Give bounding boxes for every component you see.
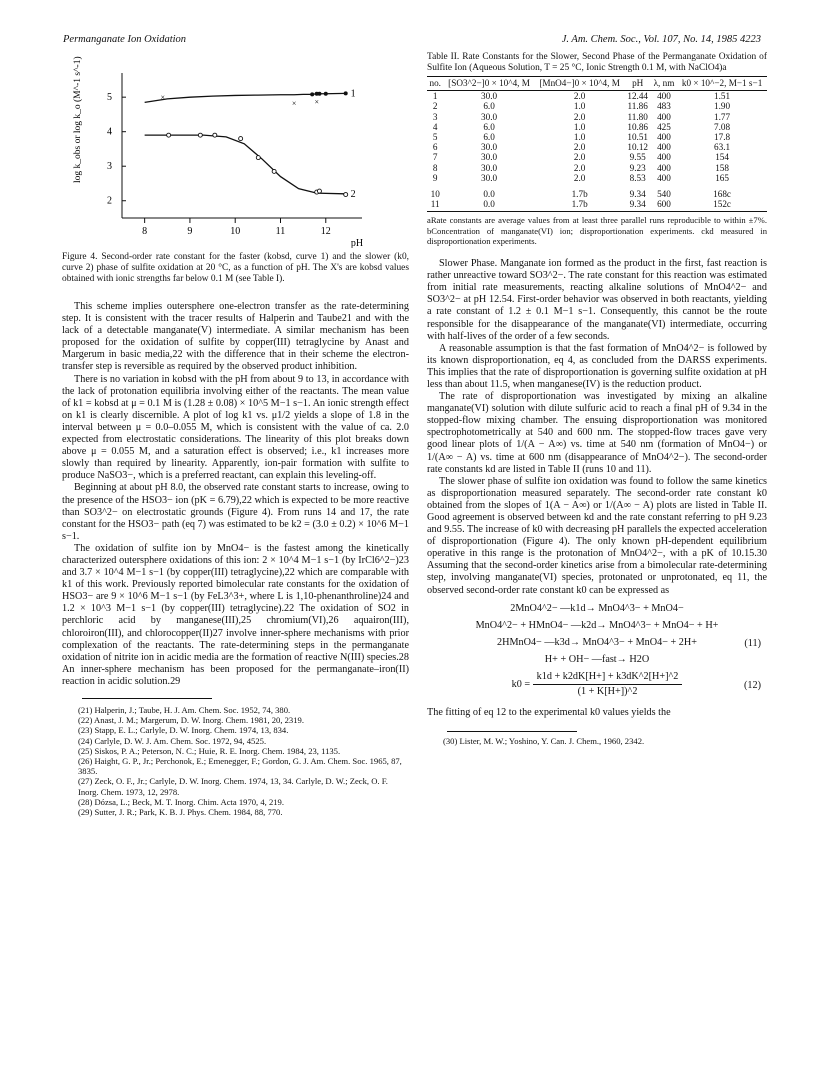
table-cell: 8 (432, 162, 438, 173)
curve-2-point (272, 169, 276, 173)
table-cell: 6.0 (483, 101, 495, 112)
equation-number: (11) (744, 637, 761, 649)
table-cell: 5 (432, 132, 438, 143)
y-tick-label: 5 (107, 92, 112, 104)
table-cell: 11 (427, 199, 443, 212)
table-header-cell: no. (427, 77, 443, 91)
table-row (427, 91, 767, 102)
table-cell: 400 (657, 162, 671, 173)
table-cell: 3 (432, 111, 438, 122)
table-cell: 1.77 (714, 111, 731, 122)
equation-12-denominator: (1 + K[H+])^2 (577, 685, 638, 697)
table-cell: 10.12 (627, 142, 649, 153)
table-row (427, 163, 767, 173)
left-para-4: The oxidation of sulfite ion by MnO4− is the fastest among the kinetically characterized outersphere oxidations of this ion: 2 × 10^4 M−1 s−1 (by IrCl6^2−)23 and 3.7 × 10^4 M−1 s−1 (by copper(III) tetraglycine),22 which are comparable with k1 of this work. Previously reported bimolecular rate constants for the oxidation of HSO3− are 9 × 10^6 M−1 s−1 (by FeL3^3+, where L is 1,10-phenanthroline)24 and 1.2 × 10^3 M−1 s−1 (by copper(III) tetraglycine).22 The oxidation of SO2 in perchloric acid by manganese(III),25 chromium(VI),26 aquairon(III), chloroiron(III), and chlorocopper(II)27 involve inner-sphere mechanisms with prior complexation of the reactants. The rate-determining steps in the permanganate oxidation of nitrite ion in acidic media are the formation of reactive N(III) species.28 An inner-sphere mechanism has been proposed for the permanganate–iron(II) reaction in acidic solution.29 (62, 542, 409, 687)
table-row (427, 142, 767, 152)
curve-1-point (317, 92, 321, 96)
equation-12-lhs: k0 = (511, 678, 531, 690)
table-cell: 2.0 (573, 152, 586, 163)
equation-number: (12) (744, 679, 761, 691)
table-cell: 1.7b (535, 199, 625, 212)
table-cell: 30.0 (481, 142, 498, 153)
y-tick-label: 3 (107, 161, 112, 173)
table-cell: 158 (715, 162, 729, 173)
table-cell: 1.51 (714, 91, 731, 102)
table-ii-title: Table II. Rate Constants for the Slower, Second Phase of the Permanganate Oxidation of Sulfite Ion (Aqueous Solution, T = 25 °C, Ionic Strength 0.1 M, with NaClO4)a (427, 52, 767, 73)
right-para-1: Slower Phase. Manganate ion formed as the product in the first, fast reaction is rather unreactive toward SO3^2−. The rate constant for this reaction was estimated from initial rate measurements, reacting alkaline solutions of MnO4^2− and SO3^2− at pH 12.54. First-order behavior was observed in both reactants, yielding a rate constant of 1.2 ± 0.1 M−1 s−1. Consequently, this cannot be the route responsible for the disappearance of the manganate(VI) intermediate, occurring with half-lives of the order of a few seconds. (427, 258, 767, 342)
footnote: (27) Zeck, O. F., Jr.; Carlyle, D. W. Inorg. Chem. 1974, 13, 34. Carlyle, D. W.; Zeck, O. F. Inorg. Chem. 1973, 12, 2978. (78, 776, 388, 797)
left-column (62, 48, 409, 817)
table-cell: 17.8 (714, 132, 731, 143)
table-cell: 600 (651, 199, 677, 212)
equation-12-numerator: k1d + k2dK[H+] + k3dK^2[H+]^2 (533, 671, 683, 685)
x-tick-label: 10 (230, 226, 241, 237)
table-cell: 425 (657, 121, 671, 132)
table-row (427, 101, 767, 111)
table-cell: 7.08 (714, 121, 731, 132)
table-cell: 2.0 (573, 111, 586, 122)
table-cell: 6.0 (483, 121, 495, 132)
table-cell: 30.0 (481, 152, 498, 163)
table-cell: 0.0 (443, 199, 534, 212)
curve-2-point (198, 133, 202, 137)
table-cell: 1.0 (573, 121, 586, 132)
right-column (427, 48, 767, 746)
table-cell: 165 (715, 172, 729, 183)
table-header-cell: pH (625, 77, 651, 91)
curve-1-point (324, 92, 328, 96)
x-axis-label: pH (350, 238, 364, 248)
right-para-tail: The fitting of eq 12 to the experimental k0 values yields the (427, 706, 671, 718)
table-cell: 1.0 (573, 101, 586, 112)
left-para-2: There is no variation in kobsd with the pH from about 9 to 13, in accordance with the lack of protonation equilibria involving either of the reactants. The mean value of k1 = kobsd at μ = 0.1 M is (1.28 ± 0.08) × 10^5 M−1 s−1. An ionic strength effect on k1 is clearly discernible. A plot of log k1 vs. μ1/2 yields a slope of 1.8 in the interval between μ = 0.0–0.055 M, which is consistent with the value of ca. 2.0 expected from electrostatic considerations. The linearity of this plot breaks down above μ = 0.055 M, and a saturation effect is observed; i.e., k1 increases more slowly than required by linearity. Apparently, ion-pair formation with sulfite to produce NaSO3−, which is a preferred reactant, can explain this leveling-off. (62, 373, 409, 482)
table-cell: 2.0 (573, 91, 586, 102)
right-para-3: The rate of disproportionation was investigated by mixing an alkaline manganate(VI) solution with dilute sulfuric acid to reach a final pH of 9.34 in the stopped-flow mixing chamber. The ensuing disproportionation was monitored spectrophotometrically at 540 and 600 nm. The stopped-flow traces gave very good linear plots of 1/(A − A∞) vs. time at 540 nm (formation of MnO4−) or 1/(A∞ − A) vs. time at 600 nm (disappearance of MnO4^2−). The second-order rate constants kd are listed in Table II (runs 10 and 11). (427, 391, 767, 475)
table-cell: 9 (432, 172, 438, 183)
table-cell: 400 (657, 132, 671, 143)
table-row (427, 122, 767, 132)
equation-block (427, 603, 767, 701)
x-tick-label: 11 (275, 226, 286, 237)
figure-4-caption: Figure 4. Second-order rate constant for the faster (kobsd, curve 1) and the slower (k0, curve 2) phase of sulfite oxidation at 20 °C, as a function of pH. The X's are kobsd values obtained with ionic strengths far below 0.1 M (see Table I). (62, 252, 409, 284)
right-para-2: A reasonable assumption is that the fast formation of MnO4^2− is followed by its known disproportionation, eq 4, as concluded from the DARSS experiments. This implies that the rate of disproportionation is governing sulfite oxidation at pH less than about 11.5, when manganese(IV) is the reduction product. (427, 342, 767, 390)
table-cell: 6 (432, 142, 438, 153)
equation-4: H+ + OH− —fast→ H2O (544, 653, 650, 665)
table-ii (427, 76, 767, 212)
footnote: (21) Halperin, J.; Taube, H. J. Am. Chem. Soc. 1952, 74, 380. (78, 705, 291, 715)
table-cell: 30.0 (481, 91, 498, 102)
curve-2-point (344, 193, 348, 197)
left-para-3: Beginning at about pH 8.0, the observed rate constant starts to increase, owing to the presence of the HSO3− ion (pK = 6.79),22 which is expected to be more reactive than SO3^2− on electrostatic grounds (Figure 4). From runs 14 and 17, the rate constant for the HSO3− path (eq 7) was estimated to be k2 = (3.0 ± 0.2) × 10^6 M−1 s−1. (62, 482, 409, 542)
running-header-right: J. Am. Chem. Soc., Vol. 107, No. 14, 1985 4223 (561, 34, 761, 45)
curve-2-point (213, 133, 217, 137)
figure-4 (62, 48, 409, 248)
footnote: (28) Dózsa, L.; Beck, M. T. Inorg. Chim. Acta 1970, 4, 219. (78, 796, 284, 807)
footnote: (24) Carlyle, D. W. J. Am. Chem. Soc. 1972, 94, 4525. (78, 735, 267, 746)
table-row (427, 112, 767, 122)
table-header-cell: k0 × 10^−2, M−1 s−1 (677, 77, 767, 91)
equation-1: 2MnO4^2− —k1d→ MnO4^3− + MnO4− (510, 602, 684, 614)
footnote: (22) Anast, J. M.; Margerum, D. W. Inorg. Chem. 1981, 20, 2319. (78, 715, 304, 726)
left-para-1: This scheme implies outersphere one-electron transfer as the rate-determining step. It is consistent with the tracer results of Halperin and Taube21 and with the lack of a detectable manganate(V) intermediate. A similar mechanism has been proposed for the oxidation of sulfite by copper(III) tetraglycine by Anast and Margerum in basic media,22 with the difference that in their scheme the electron-transfer step is reversible as required by the observed product inhibition. (62, 301, 409, 373)
table-cell: 540 (657, 189, 671, 200)
table-cell: 30.0 (481, 111, 498, 122)
running-header-left: Permanganate Ion Oxidation (63, 34, 187, 45)
table-cell: 10 (430, 189, 440, 200)
table-cell: 2.0 (573, 162, 586, 173)
table-cell: 400 (657, 152, 671, 163)
footnote-rule (447, 731, 577, 732)
curve-2-point (167, 133, 171, 137)
x-marker: × (291, 99, 297, 109)
curve-2-point (256, 156, 260, 160)
footnote-rule (82, 698, 212, 699)
table-ii-note: aRate constants are average values from at least three parallel runs reproducible to within ±7%. bConcentration of manganate(VI) ion; disproportionation experiments. ckd measured in disproportionation experiments. (427, 215, 767, 246)
x-tick-label: 8 (142, 226, 148, 237)
table-cell: 2 (432, 101, 438, 112)
table-cell: 154 (715, 152, 729, 163)
footnote: (26) Haight, G. P., Jr.; Perchonok, E.; Emenegger, F.; Gordon, G. J. Am. Chem. Soc. 1965, 87, 3835. (78, 756, 402, 777)
table-header-cell: λ, nm (651, 77, 677, 91)
table-cell: 1.90 (714, 101, 731, 112)
equation-3: 2HMnO4− —k3d→ MnO4^3− + MnO4− + 2H+ (497, 636, 697, 648)
table-cell: 9.55 (629, 152, 646, 163)
table-cell: 9.34 (629, 189, 646, 200)
table-cell: 1.0 (573, 132, 586, 143)
curve-2-label: 2 (350, 188, 356, 200)
curve-1-point (344, 91, 348, 95)
footnote: (29) Sutter, J. R.; Park, K. B. J. Phys. Chem. 1984, 88, 770. (78, 807, 283, 818)
table-cell: 0.0 (483, 189, 495, 200)
table-cell: 9.34 (625, 199, 651, 212)
table-cell: 10.86 (627, 121, 649, 132)
table-cell: 12.44 (627, 91, 649, 102)
curve-2-point (239, 137, 243, 141)
table-header-row (427, 77, 767, 91)
table-cell: 1 (432, 91, 438, 102)
table-body (427, 91, 767, 212)
figure-4-chart (62, 48, 409, 248)
table-cell: 152c (677, 199, 767, 212)
x-marker: × (160, 93, 166, 103)
table-cell: 63.1 (714, 142, 731, 153)
table-cell: 483 (657, 101, 671, 112)
x-tick-label: 12 (320, 226, 331, 237)
table-cell: 11.86 (627, 101, 648, 112)
curve-1-point (310, 92, 314, 96)
table-cell: 30.0 (481, 162, 498, 173)
table-cell: 11.80 (627, 111, 648, 122)
table-cell: 168c (713, 189, 731, 200)
chart-ylabel: log k_obs or log k_o (M^-1 s^-1) (73, 56, 83, 183)
table-cell: 8.53 (629, 172, 646, 183)
table-row (427, 183, 767, 199)
table-cell: 2.0 (573, 172, 586, 183)
table-row (427, 199, 767, 212)
curve-1-label: 1 (350, 88, 356, 100)
equation-2: MnO4^2− + HMnO4− —k2d→ MnO4^3− + MnO4− + H+ (475, 619, 719, 631)
footnote: (30) Lister, M. W.; Yoshino, Y. Can. J. Chem., 1960, 2342. (443, 735, 645, 746)
footnote: (23) Stapp, E. L.; Carlyle, D. W. Inorg. Chem. 1974, 13, 834. (78, 725, 289, 736)
table-cell: 400 (657, 91, 671, 102)
table-cell: 400 (657, 142, 671, 153)
table-row (427, 132, 767, 142)
table-row (427, 173, 767, 183)
table-cell: 6.0 (483, 132, 495, 143)
curve-2-line (145, 135, 344, 194)
footnote: (25) Siskos, P. A.; Peterson, N. C.; Huie, R. E. Inorg. Chem. 1984, 23, 1135. (78, 745, 341, 756)
table-cell: 9.23 (629, 162, 646, 173)
y-tick-label: 2 (107, 195, 112, 207)
table-cell: 2.0 (573, 142, 586, 153)
equation-12-fraction (533, 671, 683, 698)
right-para-4: The slower phase of sulfite ion oxidation was found to follow the same kinetics as disproportionation measured separately. The second-order rate constant k0 obtained from the slopes of 1(A − A∞) or 1/(A∞ − A) plots are listed in Table II. Good agreement is observed between kd and the rate constant referring to pH 9.23 and 9.55. The increase of k0 with decreasing pH parallels the expected acceleration of disproportionation (Figure 4). The only known pH-dependent equilibrium operative in this range is the protonation of MnO4^2−, with a pK of 10.15.30 Assuming that the second-order kinetics arise from a bimolecular rate-determining step, involving manganate(VI) species, protonated or unprotonated, eq 11, the observed second-order rate constant k0 can be expressed as (427, 475, 767, 596)
y-tick-label: 4 (107, 126, 112, 138)
x-tick-label: 9 (187, 226, 193, 237)
table-header-cell: [MnO4−]0 × 10^4, M (535, 77, 625, 91)
table-cell: 400 (657, 111, 671, 122)
curve-2-point (317, 189, 321, 193)
table-row (427, 152, 767, 162)
table-cell: 10.51 (627, 132, 649, 143)
table-header-cell: [SO3^2−]0 × 10^4, M (443, 77, 534, 91)
table-cell: 7 (432, 152, 438, 163)
table-cell: 4 (432, 121, 438, 132)
table-cell: 1.7b (571, 189, 588, 200)
x-marker: × (314, 97, 319, 107)
table-cell: 400 (657, 172, 671, 183)
table-cell: 30.0 (481, 172, 498, 183)
